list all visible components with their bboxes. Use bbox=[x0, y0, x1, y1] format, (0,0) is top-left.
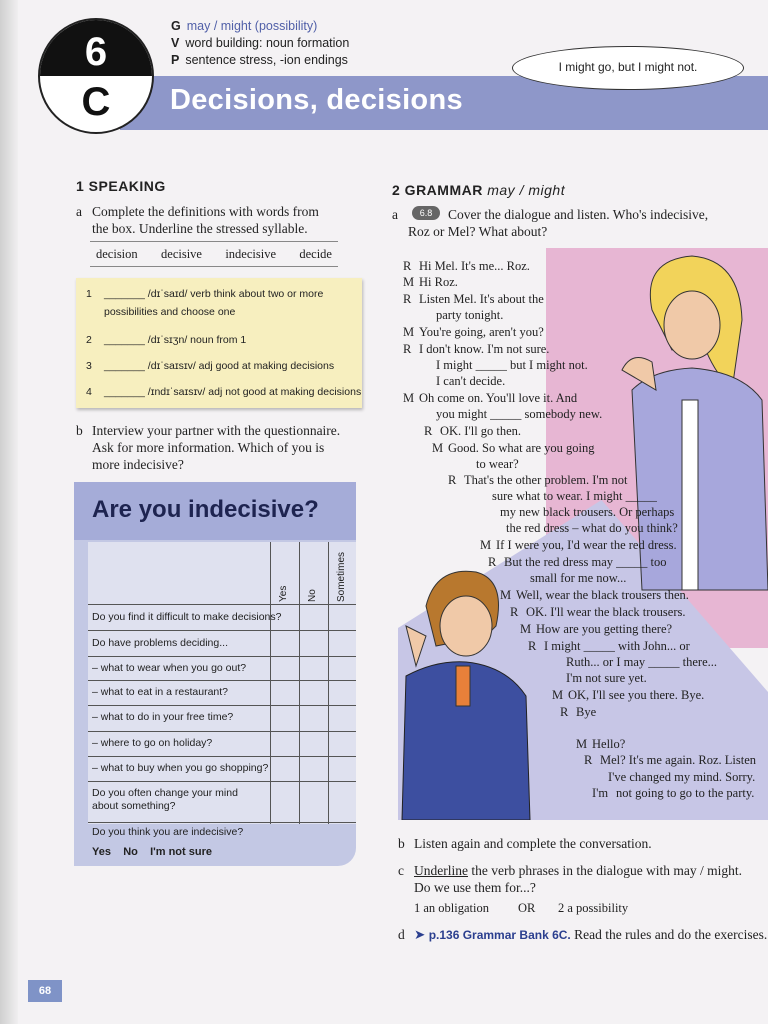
dialogue-line bbox=[500, 587, 689, 603]
grammar-d-label: d bbox=[398, 927, 405, 942]
line-text: I might _____ but I might not. bbox=[436, 358, 588, 372]
unit-number: 6 bbox=[84, 30, 108, 74]
dialogue-line bbox=[510, 604, 686, 620]
dialogue-line bbox=[420, 406, 602, 422]
word: indecisive bbox=[225, 246, 277, 261]
option-or: OR bbox=[518, 901, 536, 915]
line-text: OK, I'll see you there. Bye. bbox=[568, 688, 705, 702]
speaker: R bbox=[448, 473, 457, 487]
question-row: – what to do in your free time? bbox=[88, 705, 356, 732]
page-number: 68 bbox=[28, 980, 62, 1002]
word-box bbox=[90, 241, 338, 267]
dialogue-line bbox=[403, 291, 544, 307]
line-text: Bye bbox=[576, 705, 597, 719]
speaker: M bbox=[520, 622, 532, 636]
line-text: my new black trousers. Or perhaps bbox=[500, 505, 675, 519]
line-text: If I were you, I'd wear the red dress. bbox=[496, 538, 677, 552]
speaker: R bbox=[584, 753, 593, 767]
definition-2: 2 _______ /dɪˈsɪʒn/ noun from 1 bbox=[86, 334, 247, 346]
speaker: M bbox=[432, 441, 444, 455]
dialogue-line bbox=[520, 621, 672, 637]
grammar-focus: G may / might (possibility) bbox=[171, 19, 318, 33]
question-row: Do you find it difficult to make decisions? bbox=[88, 604, 356, 631]
dialogue-line bbox=[484, 504, 674, 520]
speaking-b-line1: Interview your partner with the questionnaire. bbox=[92, 423, 341, 438]
question-row: Do you often change your mind about something? bbox=[88, 781, 356, 823]
speaker: R bbox=[424, 424, 433, 438]
grammar-a-line1: Cover the dialogue and listen. Who's indecisive, bbox=[448, 207, 709, 222]
dialogue-line bbox=[584, 752, 756, 768]
line-text: You're going, aren't you? bbox=[419, 325, 544, 339]
word: decide bbox=[299, 246, 332, 261]
speaker: R bbox=[403, 259, 412, 273]
col-yes: Yes bbox=[278, 585, 289, 602]
grammar-c-line1: Underline the verb phrases in the dialogue with may / might. bbox=[414, 863, 743, 878]
dialogue-line bbox=[420, 307, 503, 323]
line-text: OK. I'll go then. bbox=[440, 424, 522, 438]
line-text: sure what to wear. I might _____ bbox=[492, 489, 657, 503]
option-possibility: 2 a possibility bbox=[558, 901, 629, 915]
questionnaire-title: Are you indecisive? bbox=[92, 496, 319, 523]
speaking-a-line1: Complete the definitions with words from bbox=[92, 204, 319, 219]
speaker: M bbox=[403, 275, 415, 289]
word: decision bbox=[96, 246, 138, 261]
grammar-heading: 2 GRAMMAR may / might bbox=[392, 182, 566, 198]
dialogue-line bbox=[424, 423, 521, 439]
speaking-b-label: b bbox=[76, 423, 83, 438]
line-text: small for me now... bbox=[530, 571, 627, 585]
dialogue-line bbox=[514, 570, 626, 586]
definition-3: 3 _______ /dɪˈsaɪsɪv/ adj good at making decisions bbox=[86, 360, 335, 372]
line-text: Ruth... or I may _____ there... bbox=[566, 655, 718, 669]
line-text: Well, wear the black trousers then. bbox=[516, 588, 689, 602]
dialogue-line bbox=[460, 456, 519, 472]
question-row: – what to wear when you go out? bbox=[88, 656, 356, 681]
line-text: OK. I'll wear the black trousers. bbox=[526, 605, 686, 619]
line-text: Mel? It's me again. Roz. Listen bbox=[600, 753, 757, 767]
speaker: R bbox=[403, 342, 412, 356]
dialogue-line bbox=[600, 785, 754, 801]
word: decisive bbox=[161, 246, 202, 261]
dialogue-line bbox=[420, 373, 505, 389]
speaker: M bbox=[500, 588, 512, 602]
line-text: party tonight. bbox=[436, 308, 504, 322]
dialogue-line bbox=[490, 520, 678, 536]
unit-letter: C bbox=[81, 80, 111, 124]
question-answers: Yes No I'm not sure bbox=[92, 846, 212, 858]
line-text: I've changed my mind. Sorry. I'm bbox=[592, 770, 756, 800]
dialogue-line bbox=[403, 341, 549, 357]
dialogue-line bbox=[550, 670, 647, 686]
dialogue-line bbox=[528, 638, 690, 654]
speaking-b-line2: Ask for more information. Which of you is bbox=[92, 440, 325, 455]
unit-badge bbox=[38, 18, 154, 134]
book-spine bbox=[0, 0, 18, 1024]
line-text: Listen Mel. It's about the bbox=[419, 292, 544, 306]
line-text: not going to go to the party. bbox=[616, 786, 755, 800]
speaker: M bbox=[576, 737, 588, 751]
dialogue-line bbox=[403, 258, 530, 274]
vocab-focus: V word building: noun formation bbox=[171, 36, 350, 50]
grammar-b-label: b bbox=[398, 836, 405, 851]
audio-track-icon[interactable]: 6.8 bbox=[412, 206, 440, 220]
dialogue-line bbox=[552, 687, 704, 703]
dialogue-line bbox=[560, 704, 596, 720]
grammar-d-line: ➤ p.136 Grammar Bank 6C. Read the rules and do the exercises. bbox=[414, 927, 768, 942]
speaker: R bbox=[510, 605, 519, 619]
col-sometimes: Sometimes bbox=[336, 551, 347, 602]
question-row: – what to eat in a restaurant? bbox=[88, 680, 356, 706]
dialogue-line bbox=[576, 736, 625, 752]
speaker: M bbox=[403, 391, 415, 405]
speech-bubble: I might go, but I might not. bbox=[512, 46, 744, 90]
definition-1: 1 _______ /dɪˈsaɪd/ verb think about two or more possibilities and choose one bbox=[86, 288, 324, 318]
speaker: R bbox=[560, 705, 569, 719]
definition-4: 4 _______ /ɪndɪˈsaɪsɪv/ adj not good at making decisions bbox=[86, 386, 362, 398]
line-text: I might _____ with John... or bbox=[544, 639, 690, 653]
speaker: R bbox=[403, 292, 412, 306]
col-no: No bbox=[307, 589, 318, 602]
speaking-a-label: a bbox=[76, 204, 82, 219]
line-text: But the red dress may _____ too bbox=[504, 555, 667, 569]
line-text: I'm not sure yet. bbox=[566, 671, 647, 685]
page-title: Decisions, decisions bbox=[170, 84, 463, 116]
dialogue-line bbox=[550, 654, 717, 670]
line-text: How are you getting there? bbox=[536, 622, 673, 636]
dialogue-line bbox=[488, 554, 666, 570]
grammar-a-line2: Roz or Mel? What about? bbox=[408, 224, 548, 239]
speaking-a-line2: the box. Underline the stressed syllable. bbox=[92, 221, 308, 236]
dialogue-line bbox=[420, 357, 588, 373]
line-text: you might _____ somebody new. bbox=[436, 407, 603, 421]
grammar-a-label: a bbox=[392, 207, 398, 222]
dialogue-line bbox=[403, 274, 458, 290]
definitions-note bbox=[76, 278, 362, 408]
speaker: R bbox=[528, 639, 537, 653]
dialogue-line bbox=[432, 440, 595, 456]
grammar-c-label: c bbox=[398, 863, 404, 878]
line-text: Hi Mel. It's me... Roz. bbox=[419, 259, 530, 273]
question-row: – where to go on holiday? bbox=[88, 731, 356, 757]
line-text: Hi Roz. bbox=[419, 275, 458, 289]
speaking-b-line3: more indecisive? bbox=[92, 457, 184, 472]
grammar-bank-link[interactable]: p.136 Grammar Bank 6C. bbox=[428, 928, 571, 942]
dialogue-line bbox=[476, 488, 657, 504]
option-obligation: 1 an obligation bbox=[414, 901, 489, 915]
speaker: M bbox=[552, 688, 564, 702]
arrow-circle-icon: ➤ bbox=[414, 927, 426, 942]
line-text: I can't decide. bbox=[436, 374, 506, 388]
dialogue-line bbox=[403, 324, 544, 340]
line-text: I don't know. I'm not sure. bbox=[419, 342, 550, 356]
question-row: Do have problems deciding... bbox=[88, 630, 356, 657]
dialogue-line bbox=[448, 472, 628, 488]
line-text: to wear? bbox=[476, 457, 519, 471]
line-text: Good. So what are you going bbox=[448, 441, 595, 455]
line-text: the red dress – what do you think? bbox=[506, 521, 678, 535]
line-text: That's the other problem. I'm not bbox=[464, 473, 628, 487]
speaker: M bbox=[480, 538, 492, 552]
dialogue-line bbox=[403, 390, 577, 406]
grammar-b-text: Listen again and complete the conversation. bbox=[414, 836, 652, 851]
grammar-c-line2: Do we use them for...? bbox=[414, 880, 536, 895]
question-row: – what to buy when you go shopping? bbox=[88, 756, 356, 782]
speaker: R bbox=[488, 555, 497, 569]
speaker: M bbox=[403, 325, 415, 339]
line-text: Hello? bbox=[592, 737, 626, 751]
line-text: Oh come on. You'll love it. And bbox=[419, 391, 578, 405]
question-final: Do you think you are indecisive? bbox=[92, 826, 244, 838]
dialogue-line bbox=[480, 537, 677, 553]
speaking-heading: 1 SPEAKING bbox=[76, 178, 166, 194]
pron-focus: P sentence stress, -ion endings bbox=[171, 53, 348, 67]
